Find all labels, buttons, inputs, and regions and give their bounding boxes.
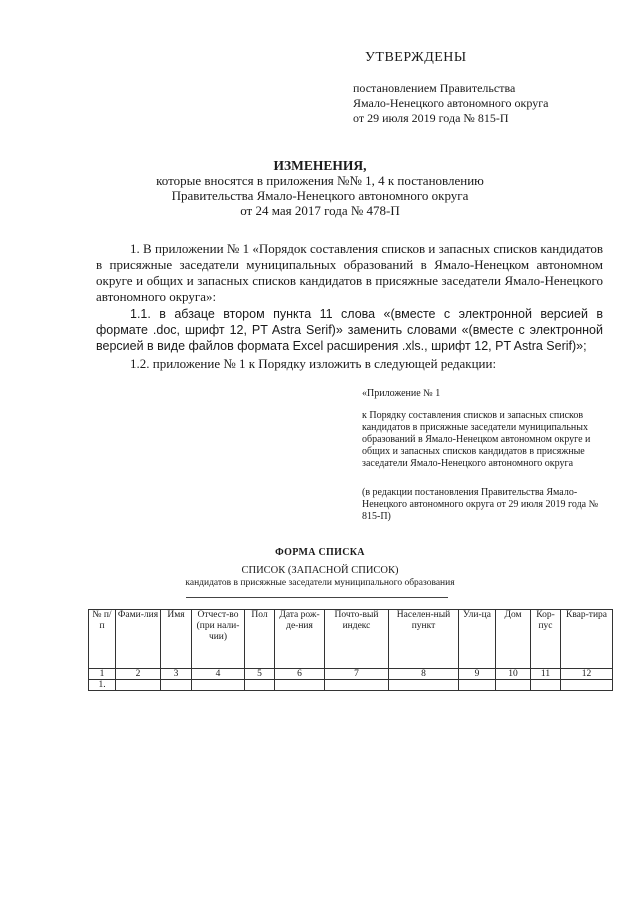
heading-line-2: Правительства Ямало-Ненецкого автономного округа xyxy=(171,188,469,203)
table-row xyxy=(89,680,613,691)
column-number: 10 xyxy=(496,669,531,680)
column-header: Квар-тира xyxy=(561,610,613,669)
annex-text: к Порядку составления списков и запасных списков кандидатов в присяжные заседатели муниципальных образований в Ямало-Ненецком автономном округе и общих и запасных списков кандидатов в присяжные заседатели Ямало-Ненецкого автономного округа xyxy=(362,410,591,469)
document-title: ИЗМЕНЕНИЯ, xyxy=(273,158,367,173)
heading-line-3: от 24 мая 2017 года № 478-П xyxy=(240,203,400,218)
column-header: Фами-лия xyxy=(116,610,161,669)
table-cell xyxy=(192,680,245,691)
column-number: 3 xyxy=(161,669,192,680)
row-number: 1. xyxy=(89,680,116,691)
column-number: 1 xyxy=(89,669,116,680)
annex-head: «Приложение № 1 xyxy=(362,388,441,399)
list-title: СПИСОК (ЗАПАСНОЙ СПИСОК) xyxy=(241,565,399,576)
table-cell xyxy=(459,680,496,691)
table-cell xyxy=(496,680,531,691)
column-header: Ули-ца xyxy=(459,610,496,669)
table-cell xyxy=(531,680,561,691)
table-cell xyxy=(161,680,192,691)
table-cell xyxy=(389,680,459,691)
paragraph-1: 1. В приложении № 1 «Порядок составления списков и запасных списков кандидатов в присяжные заседатели муниципальных образований в Ямало-Ненецком автономном округе и общих и запасных списков кандидатов в присяжные заседатели Ямало-Ненецкого автономного округа»: xyxy=(96,241,603,304)
column-number: 5 xyxy=(245,669,275,680)
column-number: 7 xyxy=(325,669,389,680)
column-header: Пол xyxy=(245,610,275,669)
column-number: 8 xyxy=(389,669,459,680)
heading-line-1: которые вносятся в приложения №№ 1, 4 к постановлению xyxy=(156,173,484,188)
candidates-table xyxy=(88,609,613,691)
column-number: 4 xyxy=(192,669,245,680)
form-title: ФОРМА СПИСКА xyxy=(275,547,365,558)
column-number: 9 xyxy=(459,669,496,680)
table-cell xyxy=(325,680,389,691)
paragraph-1-1: 1.1. в абзаце втором пункта 11 слова «(вместе с электронной версией в формате .doc, шрифт 12, PT Astra Serif)» заменить словами «(вместе с электронной версией в виде файлов формата Excel расширения .xls., шрифт 12, PT Astra Serif)»; xyxy=(96,307,603,353)
table-cell xyxy=(275,680,325,691)
column-number: 11 xyxy=(531,669,561,680)
table-cell xyxy=(245,680,275,691)
column-header: Дом xyxy=(496,610,531,669)
paragraph-1-2: 1.2. приложение № 1 к Порядку изложить в следующей редакции: xyxy=(130,356,497,371)
approval-line-2: Ямало-Ненецкого автономного округа xyxy=(353,96,549,110)
column-header: Отчест-во (при нали-чии) xyxy=(192,610,245,669)
column-header: Дата рож-де-ния xyxy=(275,610,325,669)
column-header: Имя xyxy=(161,610,192,669)
municipality-fill-line xyxy=(186,597,448,598)
column-header: Кор-пус xyxy=(531,610,561,669)
approval-line-1: постановлением Правительства xyxy=(353,81,516,95)
column-header: Почто-вый индекс xyxy=(325,610,389,669)
table-number-row xyxy=(89,669,613,680)
list-subtitle: кандидатов в присяжные заседатели муниципального образования xyxy=(185,578,455,588)
column-number: 6 xyxy=(275,669,325,680)
table-cell xyxy=(561,680,613,691)
table-header-row xyxy=(89,610,613,669)
column-header: № п/п xyxy=(89,610,116,669)
column-header: Населен-ный пункт xyxy=(389,610,459,669)
table-cell xyxy=(116,680,161,691)
approval-line-3: от 29 июля 2019 года № 815-П xyxy=(353,111,509,125)
approval-title: УТВЕРЖДЕНЫ xyxy=(365,50,467,65)
annex-edition: (в редакции постановления Правительства Ямало-Ненецкого автономного округа от 29 июля 2019 года № 815-П) xyxy=(362,487,599,522)
column-number: 12 xyxy=(561,669,613,680)
column-number: 2 xyxy=(116,669,161,680)
